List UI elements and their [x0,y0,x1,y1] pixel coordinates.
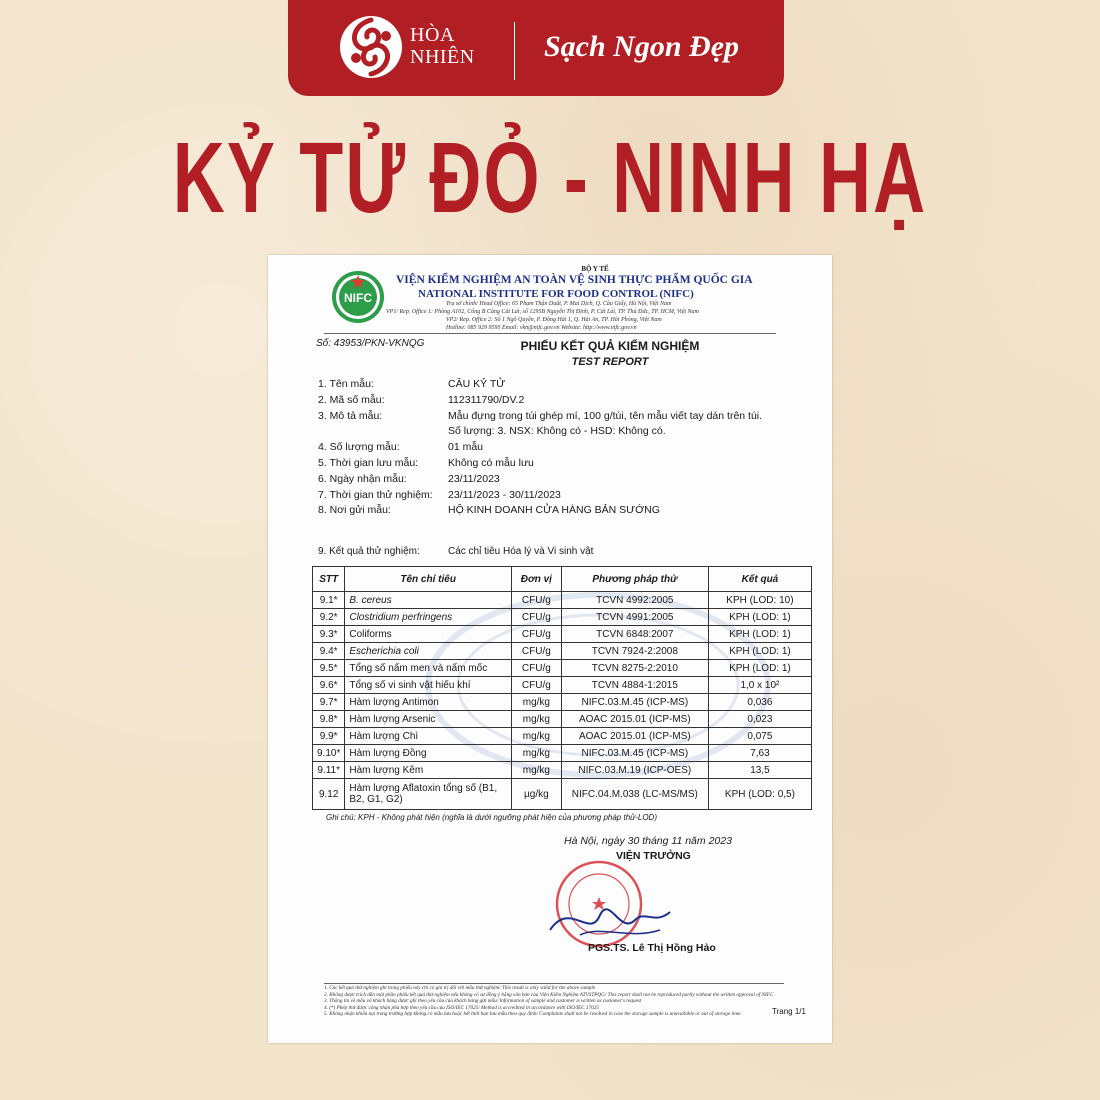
column-header: Kết quả [708,567,811,592]
cell-name: Coliforms [345,626,512,643]
cell-result: 7,63 [708,745,811,762]
cell-name: Hàm lượng Chì [345,728,512,745]
info-row [318,393,818,409]
info-value: Số lượng: 3. NSX: Không có - HSD: Không có. [448,425,666,438]
cell-method: TCVN 4884-1:2015 [561,677,708,694]
info-key: 2. Mã số mẫu: [318,393,385,406]
cell-name: Hàm lượng Aflatoxin tổng số (B1, B2, G1, G2) [345,779,512,810]
hoa-nhien-logo-icon [338,14,404,80]
banner-divider [514,22,515,80]
cell-unit: mg/kg [511,745,561,762]
table-row [313,762,812,779]
cell-stt: 9.1* [313,592,345,609]
cell-unit: CFU/g [511,592,561,609]
table-note: Ghi chú: KPH - Không phát hiện (nghĩa là dưới ngưỡng phát hiện của phương pháp thử-LOD) [326,813,657,822]
report-title-en: TEST REPORT [571,356,649,368]
brand-banner [288,0,784,96]
cell-method: NIFC.03.M.45 (ICP-MS) [561,694,708,711]
results-table [312,566,812,810]
footnote: 3. Thông tin về mẫu và khách hàng được ghi theo yêu cầu của khách hàng gửi mẫu/ Information of sample and customer is written as customer's request [324,998,642,1005]
table-row [313,626,812,643]
info-value: HỘ KINH DOANH CỬA HÀNG BẢN SƯỚNG [448,504,660,517]
cell-result: KPH (LOD: 1) [708,660,811,677]
cell-method: NIFC.04.M.038 (LC-MS/MS) [561,779,708,810]
report-number: Số: 43953/PKN-VKNQG [316,338,425,349]
institute-name-vn: VIỆN KIỂM NGHIỆM AN TOÀN VỆ SINH THỰC PHẨM QUỐC GIA [396,274,753,286]
cell-method: TCVN 7924-2:2008 [561,643,708,660]
cell-unit: CFU/g [511,643,561,660]
table-row [313,694,812,711]
header-rule [324,333,776,334]
table-row [313,728,812,745]
info-value: Mẫu đựng trong túi ghép mí, 100 g/túi, tên mẫu viết tay dán trên túi. [448,409,763,422]
cell-result: 1,0 x 10² [708,677,811,694]
cell-name: B. cereus [345,592,512,609]
address-line: Hotline: 085 929 9595 Email: vkn@nifc.gov.vn Website: http://www.nifc.gov.vn [446,325,637,331]
table-row [313,745,812,762]
cell-result: KPH (LOD: 0,5) [708,779,811,810]
cell-name: Hàm lượng Arsenic [345,711,512,728]
footnote: 4. (*) Phép thử được công nhận phù hợp theo yêu cầu của ISO/IEC 17025/ Method is accredited in accordance with ISO/IEC 17025 [324,1004,599,1011]
cell-unit: CFU/g [511,660,561,677]
info-value: Không có mẫu lưu [448,456,534,469]
cell-method: NIFC.03.M.19 (ICP-OES) [561,762,708,779]
footnote: 2. Không được trích dẫn một phần phiếu kết quả thử nghiệm nếu không có sự đồng ý bằng văn bản của Viện Kiểm Nghiệm ATVSTPQG/ This report shall not be reproduced partly without the written approval of NIFC [324,991,774,998]
table-row [313,711,812,728]
address-line: VP1/ Rep. Office 1: Phòng A102, Cổng B Cảng Cát Lái, số 1295B Nguyễn Thị Định, P. Cát Lái, TP. Thủ Đức, TP. HCM, Việt Nam [386,309,699,315]
cell-method: AOAC 2015.01 (ICP-MS) [561,728,708,745]
footnote: 1. Các kết quả thử nghiệm ghi trong phiếu này chỉ có giá trị đối với mẫu thử nghiệm/ This result is only valid for the above sample [324,985,596,991]
brand-name [410,24,475,68]
signer-name: PGS.TS. Lê Thị Hồng Hảo [588,942,716,954]
info-key: 8. Nơi gửi mẫu: [318,504,391,517]
cell-method: TCVN 4991:2005 [561,609,708,626]
cell-stt: 9.10* [313,745,345,762]
results-value: Các chỉ tiêu Hóa lý và Vi sinh vật [448,546,594,557]
table-row [313,643,812,660]
nifc-logo-icon [330,269,386,325]
cell-stt: 9.11* [313,762,345,779]
cell-stt: 9.4* [313,643,345,660]
cell-unit: mg/kg [511,728,561,745]
cell-stt: 9.3* [313,626,345,643]
cell-unit: mg/kg [511,762,561,779]
report-date: Hà Nội, ngày 30 tháng 11 năm 2023 [564,835,732,847]
info-value: 112311790/DV.2 [448,393,525,406]
column-header: Tên chỉ tiêu [345,567,512,592]
info-key: 1. Tên mẫu: [318,378,374,390]
cell-unit: mg/kg [511,711,561,728]
cell-method: TCVN 8275-2:2010 [561,660,708,677]
cell-unit: mg/kg [511,694,561,711]
cell-result: 13,5 [708,762,811,779]
info-key: 5. Thời gian lưu mẫu: [318,456,419,469]
info-value: CÂU KỶ TỬ [448,378,506,390]
info-row [318,440,818,456]
cell-stt: 9.12 [313,779,345,810]
table-row [313,779,812,810]
cell-stt: 9.2* [313,609,345,626]
footnote: 5. Không nhận khiếu nại trong trường hợp không có mẫu lưu hoặc hết thời hạn lưu mẫu theo quy định/ Complaints shall not be resolved in case the storage sample is unavailable or out of storage time. [324,1011,742,1018]
report-title-vn: PHIẾU KẾT QUẢ KIỂM NGHIỆM [520,339,700,353]
cell-result: 0,023 [708,711,811,728]
ministry-name: BỘ Y TẾ [581,265,609,273]
info-row [318,488,818,504]
cell-unit: µg/kg [511,779,561,810]
results-heading [318,546,594,557]
cell-stt: 9.8* [313,711,345,728]
brand-line-2: NHIÊN [410,46,475,68]
info-value: 01 mẫu [448,441,484,454]
cell-stt: 9.5* [313,660,345,677]
sample-info [318,377,818,519]
cell-method: NIFC.03.M.45 (ICP-MS) [561,745,708,762]
cell-name: Clostridium perfringens [345,609,512,626]
nifc-logo-text: NIFC [344,291,372,305]
info-key: 7. Thời gian thử nghiệm: [318,488,433,501]
cell-result: KPH (LOD: 1) [708,643,811,660]
cell-result: KPH (LOD: 1) [708,609,811,626]
signature-icon [540,890,680,950]
institute-name-en: NATIONAL INSTITUTE FOR FOOD CONTROL (NIFC) [418,288,694,300]
cell-name: Tổng số vi sinh vật hiếu khí [345,677,512,694]
cell-result: KPH (LOD: 10) [708,592,811,609]
cell-name: Hàm lượng Antimon [345,694,512,711]
info-value: 23/11/2023 - 30/11/2023 [448,488,561,501]
info-row [318,409,818,425]
test-report-document [268,255,832,1043]
info-row [318,472,818,488]
info-key: 4. Số lượng mẫu: [318,441,400,454]
footer-rule [324,983,784,984]
info-key: 3. Mô tả mẫu: [318,409,383,422]
cell-unit: CFU/g [511,677,561,694]
column-header: STT [313,567,345,592]
table-row [313,609,812,626]
info-row [318,377,818,393]
info-value: 23/11/2023 [448,472,500,485]
info-row [318,503,818,519]
brand-line-1: HÒA [410,24,455,46]
info-key [318,424,448,440]
table-row [313,592,812,609]
cell-result: 0,075 [708,728,811,745]
slogan: Sạch Ngon Đẹp [544,30,740,63]
table-header-row [313,567,812,592]
cell-stt: 9.7* [313,694,345,711]
cell-name: Escherichia coli [345,643,512,660]
director-title: VIỆN TRƯỞNG [616,850,691,862]
info-row [318,424,818,440]
cell-name: Tổng số nấm men và nấm mốc [345,660,512,677]
address-line: Trụ sở chính/ Head Office: 65 Phạm Thận Duật, P. Mai Dịch, Q. Cầu Giấy, Hà Nội, Việt Nam [446,301,672,307]
cell-method: TCVN 4992:2005 [561,592,708,609]
cell-result: KPH (LOD: 1) [708,626,811,643]
cell-stt: 9.6* [313,677,345,694]
page-number: Trang 1/1 [772,1007,806,1016]
column-header: Đơn vị [511,567,561,592]
results-label: 9. Kết quả thử nghiệm: [318,546,420,557]
cell-result: 0,036 [708,694,811,711]
cell-unit: CFU/g [511,609,561,626]
info-row [318,456,818,472]
cell-stt: 9.9* [313,728,345,745]
column-header: Phương pháp thử [561,567,708,592]
cell-name: Hàm lượng Đồng [345,745,512,762]
footnotes [324,985,784,1018]
info-key: 6. Ngày nhận mẫu: [318,472,407,485]
cell-method: TCVN 6848:2007 [561,626,708,643]
cell-method: AOAC 2015.01 (ICP-MS) [561,711,708,728]
table-row [313,677,812,694]
address-line: VP2/ Rep. Office 2: Số 1 Ngô Quyền, P. Đông Hải 1, Q. Hải An, TP. Hải Phòng, Việt Nam [446,317,662,323]
product-headline: KỶ TỬ ĐỎ - NINH HẠ [172,122,928,234]
cell-unit: CFU/g [511,626,561,643]
table-row [313,660,812,677]
cell-name: Hàm lượng Kẽm [345,762,512,779]
